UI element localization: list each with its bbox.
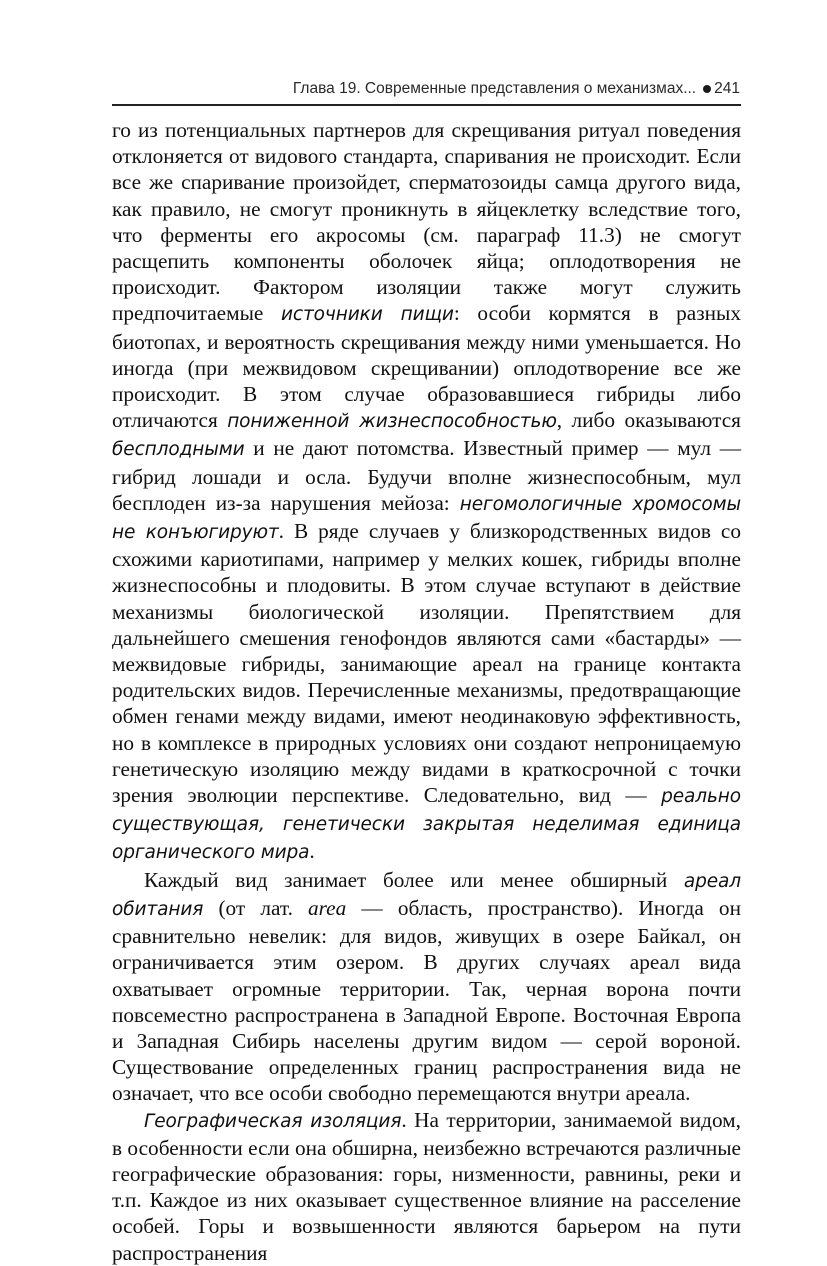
text-run: — область, пространство). Иногда он сравнительно невелик: для видов, живущих в озере Байкал, он ограничивается этим озером. В других случаях ареал вида охватывает огромные территории. Так, черная ворона почти повсеместно распространена в Западной Европе. Восточная Европа и Западная Сибирь населены другим видом — серой вороной. Существование определенных границ распространения вида не означает, что все особи свободно перемещаются внутри ареала. xyxy=(112,895,741,1106)
text-run: Каждый вид занимает более или менее обширный xyxy=(144,867,684,892)
text-run: , либо оказываются xyxy=(556,408,741,433)
running-title: Глава 19. Современные представления о механизмах... xyxy=(292,80,697,97)
emphasized-term: пониженной жизнеспособностью xyxy=(227,411,557,433)
paragraph-3 xyxy=(112,1107,741,1266)
header-divider xyxy=(112,104,741,106)
text-run: (от лат. xyxy=(203,895,309,920)
text-run: и не дают потомства. Известный пример — мул — гибрид лошади и осла. Будучи вполне жизнеспособным, мул бесплоден из-за нарушения мейоза: xyxy=(112,436,741,515)
bullet-dot-icon xyxy=(703,85,711,93)
text-run: : особи кормятся в разных биотопах, и вероятность скрещивания между ними уменьшается. Но иногда (при межвидовом скрещивании) оплодотворение все же происходит. В этом случае образовавшиеся гибриды либо отличаются xyxy=(112,301,741,433)
text-run: . xyxy=(309,839,315,864)
latin-term: area xyxy=(308,895,347,920)
paragraph-1 xyxy=(112,117,741,867)
emphasized-term: источники пищи xyxy=(280,304,454,326)
emphasized-term: ареал обитания xyxy=(112,870,741,920)
page-body xyxy=(112,117,741,1266)
paragraph-2 xyxy=(112,867,741,1107)
emphasized-term: негомологичные хромосомы не конъюгируют xyxy=(112,493,741,544)
text-run: го из потенциальных партнеров для скрещивания ритуал поведения отклоняется от видового стандарта, спаривания не происходит. Если все же спаривание произойдет, сперматозоиды самца другого вида, как правило, не смогут проникнуть в яйцеклетку вследствие того, что ферменты его акросомы (см. параграф 11.3) не смогут расщепить компоненты оболочек яйца; оплодотворения не происходит. Фактором изоляции также могут служить предпочитаемые xyxy=(112,118,741,326)
text-run: . На территории, занимаемой видом, в особенности если она обширна, неизбежно встречаются различные географические образования: горы, низменности, равнины, реки и т.п. Каждое из них оказывает существенное влияние на расселение особей. Горы и возвышенности являются барьером на пути распространения xyxy=(112,1107,741,1265)
emphasized-term: бесплодными xyxy=(112,439,245,461)
text-run: . В ряде случаев у близкородственных видов со схожими кариотипами, например у мелких кошек, гибриды вполне жизнеспособны и плодовиты. В этом случае вступают в действие механизмы биологической изоляции. Препятствием для дальнейшего смешения генофондов являются сами «бастарды» — межвидовые гибриды, занимающие ареал на границе контакта родительских видов. Перечисленные механизмы, предотвращающие обмен генами между видами, имеют неодинаковую эффективность, но в комплексе в природных условиях они создают непроницаемую генетическую изоляцию между видами в краткосрочной с точки зрения эволюции перспективе. Следовательно, вид — xyxy=(112,519,741,808)
page-number: 241 xyxy=(714,80,740,97)
running-header xyxy=(112,76,740,102)
emphasized-term: Географическая изоляция xyxy=(144,1110,402,1132)
emphasized-term: реально существующая, генетически закрытая неделимая единица органического мира xyxy=(112,786,741,864)
